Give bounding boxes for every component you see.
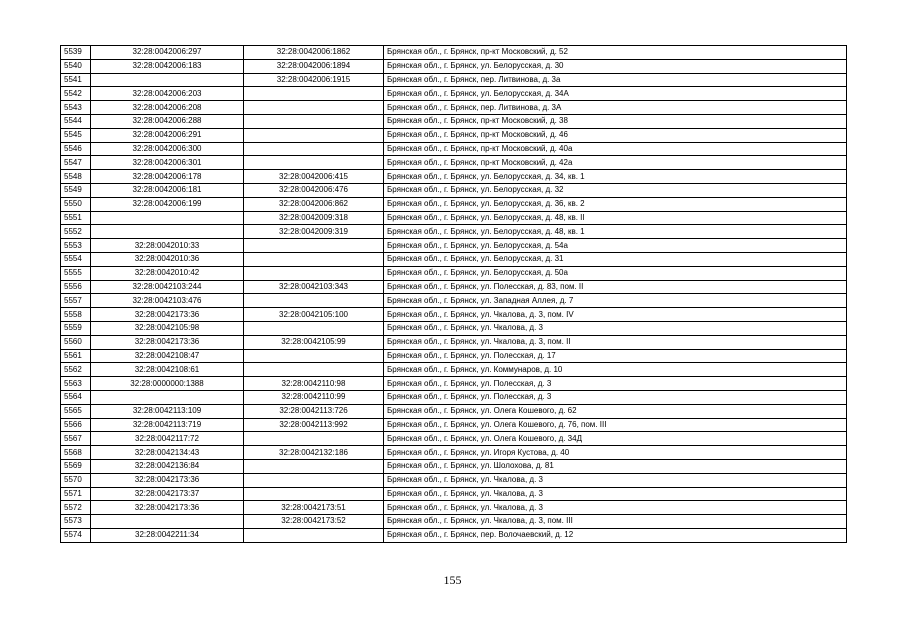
row-number-cell: 5543: [61, 101, 91, 115]
address-cell: Брянская обл., г. Брянск, пер. Литвинова, д. 3а: [384, 73, 847, 87]
related-cadastral-number-cell: 32:28:0042113:726: [244, 404, 384, 418]
table-row: [61, 487, 847, 501]
table-row: [61, 363, 847, 377]
related-cadastral-number-cell: 32:28:0042009:318: [244, 211, 384, 225]
table-row: [61, 225, 847, 239]
table-row: [61, 101, 847, 115]
table-row: [61, 390, 847, 404]
related-cadastral-number-cell: 32:28:0042113:992: [244, 418, 384, 432]
table-row: [61, 59, 847, 73]
address-cell: Брянская обл., г. Брянск, ул. Белорусская, д. 30: [384, 59, 847, 73]
row-number-cell: 5569: [61, 459, 91, 473]
row-number-cell: 5574: [61, 528, 91, 542]
cadastral-number-cell: 32:28:0042173:36: [91, 501, 244, 515]
table-row: [61, 252, 847, 266]
row-number-cell: 5549: [61, 183, 91, 197]
table-row: [61, 280, 847, 294]
table-row: [61, 266, 847, 280]
address-cell: Брянская обл., г. Брянск, ул. Игоря Кустова, д. 40: [384, 446, 847, 460]
related-cadastral-number-cell: 32:28:0042105:100: [244, 308, 384, 322]
row-number-cell: 5566: [61, 418, 91, 432]
address-cell: Брянская обл., г. Брянск, ул. Полесская, д. 17: [384, 349, 847, 363]
row-number-cell: 5558: [61, 308, 91, 322]
related-cadastral-number-cell: 32:28:0042110:99: [244, 390, 384, 404]
cadastral-number-cell: 32:28:0042006:288: [91, 114, 244, 128]
related-cadastral-number-cell: [244, 321, 384, 335]
related-cadastral-number-cell: 32:28:0042006:862: [244, 197, 384, 211]
row-number-cell: 5557: [61, 294, 91, 308]
cadastral-number-cell: 32:28:0042010:33: [91, 239, 244, 253]
cadastral-number-cell: 32:28:0042105:98: [91, 321, 244, 335]
related-cadastral-number-cell: [244, 294, 384, 308]
address-cell: Брянская обл., г. Брянск, ул. Олега Кошевого, д. 34Д: [384, 432, 847, 446]
cadastral-number-cell: [91, 390, 244, 404]
row-number-cell: 5542: [61, 87, 91, 101]
address-cell: Брянская обл., г. Брянск, ул. Белорусская, д. 50а: [384, 266, 847, 280]
address-cell: Брянская обл., г. Брянск, ул. Полесская, д. 3: [384, 390, 847, 404]
address-cell: Брянская обл., г. Брянск, ул. Олега Кошевого, д. 76, пом. III: [384, 418, 847, 432]
table-row: [61, 294, 847, 308]
table-row: [61, 377, 847, 391]
cadastral-number-cell: 32:28:0042108:47: [91, 349, 244, 363]
address-cell: Брянская обл., г. Брянск, ул. Белорусская, д. 31: [384, 252, 847, 266]
related-cadastral-number-cell: [244, 473, 384, 487]
address-cell: Брянская обл., г. Брянск, пер. Волочаевский, д. 12: [384, 528, 847, 542]
row-number-cell: 5568: [61, 446, 91, 460]
row-number-cell: 5544: [61, 114, 91, 128]
address-cell: Брянская обл., г. Брянск, ул. Чкалова, д. 3: [384, 501, 847, 515]
table-row: [61, 432, 847, 446]
address-cell: Брянская обл., г. Брянск, ул. Белорусская, д. 34, кв. 1: [384, 170, 847, 184]
row-number-cell: 5560: [61, 335, 91, 349]
cadastral-number-cell: 32:28:0042006:291: [91, 128, 244, 142]
table-row: [61, 446, 847, 460]
related-cadastral-number-cell: [244, 528, 384, 542]
cadastral-number-cell: [91, 225, 244, 239]
table-row: [61, 349, 847, 363]
related-cadastral-number-cell: 32:28:0042006:1894: [244, 59, 384, 73]
row-number-cell: 5556: [61, 280, 91, 294]
address-cell: Брянская обл., г. Брянск, пр-кт Московский, д. 52: [384, 46, 847, 60]
address-cell: Брянская обл., г. Брянск, ул. Белорусская, д. 54а: [384, 239, 847, 253]
table-row: [61, 197, 847, 211]
row-number-cell: 5539: [61, 46, 91, 60]
cadastral-number-cell: 32:28:0042134:43: [91, 446, 244, 460]
property-registry-table: [60, 45, 847, 543]
cadastral-number-cell: 32:28:0042211:34: [91, 528, 244, 542]
related-cadastral-number-cell: [244, 101, 384, 115]
table-row: [61, 128, 847, 142]
cadastral-number-cell: [91, 515, 244, 529]
address-cell: Брянская обл., г. Брянск, ул. Коммунаров, д. 10: [384, 363, 847, 377]
cadastral-number-cell: 32:28:0042006:181: [91, 183, 244, 197]
row-number-cell: 5545: [61, 128, 91, 142]
table-row: [61, 73, 847, 87]
related-cadastral-number-cell: 32:28:0042006:1862: [244, 46, 384, 60]
row-number-cell: 5552: [61, 225, 91, 239]
address-cell: Брянская обл., г. Брянск, ул. Чкалова, д. 3: [384, 321, 847, 335]
address-cell: Брянская обл., г. Брянск, пр-кт Московский, д. 42а: [384, 156, 847, 170]
related-cadastral-number-cell: [244, 252, 384, 266]
row-number-cell: 5551: [61, 211, 91, 225]
related-cadastral-number-cell: 32:28:0042110:98: [244, 377, 384, 391]
table-row: [61, 501, 847, 515]
related-cadastral-number-cell: [244, 114, 384, 128]
related-cadastral-number-cell: 32:28:0042173:52: [244, 515, 384, 529]
address-cell: Брянская обл., г. Брянск, пер. Литвинова, д. 3А: [384, 101, 847, 115]
address-cell: Брянская обл., г. Брянск, ул. Белорусская, д. 36, кв. 2: [384, 197, 847, 211]
row-number-cell: 5565: [61, 404, 91, 418]
related-cadastral-number-cell: 32:28:0042132:186: [244, 446, 384, 460]
table-row: [61, 239, 847, 253]
address-cell: Брянская обл., г. Брянск, ул. Шолохова, д. 81: [384, 459, 847, 473]
row-number-cell: 5570: [61, 473, 91, 487]
related-cadastral-number-cell: [244, 459, 384, 473]
row-number-cell: 5562: [61, 363, 91, 377]
related-cadastral-number-cell: [244, 487, 384, 501]
cadastral-number-cell: 32:28:0042006:301: [91, 156, 244, 170]
related-cadastral-number-cell: 32:28:0042103:343: [244, 280, 384, 294]
related-cadastral-number-cell: 32:28:0042006:1915: [244, 73, 384, 87]
registry-table-body: [61, 46, 847, 543]
address-cell: Брянская обл., г. Брянск, пр-кт Московский, д. 46: [384, 128, 847, 142]
address-cell: Брянская обл., г. Брянск, ул. Белорусская, д. 32: [384, 183, 847, 197]
related-cadastral-number-cell: [244, 156, 384, 170]
address-cell: Брянская обл., г. Брянск, ул. Чкалова, д. 3, пом. III: [384, 515, 847, 529]
related-cadastral-number-cell: 32:28:0042006:415: [244, 170, 384, 184]
address-cell: Брянская обл., г. Брянск, ул. Олега Кошевого, д. 62: [384, 404, 847, 418]
table-row: [61, 170, 847, 184]
address-cell: Брянская обл., г. Брянск, ул. Полесская, д. 3: [384, 377, 847, 391]
cadastral-number-cell: 32:28:0042173:36: [91, 308, 244, 322]
related-cadastral-number-cell: 32:28:0042173:51: [244, 501, 384, 515]
related-cadastral-number-cell: [244, 142, 384, 156]
cadastral-number-cell: 32:28:0042103:244: [91, 280, 244, 294]
cadastral-number-cell: 32:28:0000000:1388: [91, 377, 244, 391]
address-cell: Брянская обл., г. Брянск, ул. Белорусская, д. 34А: [384, 87, 847, 101]
row-number-cell: 5553: [61, 239, 91, 253]
related-cadastral-number-cell: [244, 87, 384, 101]
cadastral-number-cell: 32:28:0042108:61: [91, 363, 244, 377]
related-cadastral-number-cell: [244, 239, 384, 253]
table-row: [61, 528, 847, 542]
row-number-cell: 5555: [61, 266, 91, 280]
cadastral-number-cell: 32:28:0042010:36: [91, 252, 244, 266]
related-cadastral-number-cell: [244, 363, 384, 377]
cadastral-number-cell: [91, 211, 244, 225]
table-row: [61, 211, 847, 225]
table-row: [61, 473, 847, 487]
table-row: [61, 404, 847, 418]
related-cadastral-number-cell: [244, 349, 384, 363]
related-cadastral-number-cell: 32:28:0042105:99: [244, 335, 384, 349]
row-number-cell: 5559: [61, 321, 91, 335]
address-cell: Брянская обл., г. Брянск, ул. Полесская, д. 83, пом. II: [384, 280, 847, 294]
cadastral-number-cell: 32:28:0042006:203: [91, 87, 244, 101]
page-number: 155: [443, 573, 462, 587]
cadastral-number-cell: 32:28:0042117:72: [91, 432, 244, 446]
table-row: [61, 418, 847, 432]
row-number-cell: 5540: [61, 59, 91, 73]
row-number-cell: 5548: [61, 170, 91, 184]
related-cadastral-number-cell: 32:28:0042006:476: [244, 183, 384, 197]
table-row: [61, 183, 847, 197]
cadastral-number-cell: 32:28:0042136:84: [91, 459, 244, 473]
table-row: [61, 335, 847, 349]
cadastral-number-cell: 32:28:0042113:109: [91, 404, 244, 418]
cadastral-number-cell: 32:28:0042173:37: [91, 487, 244, 501]
table-row: [61, 308, 847, 322]
address-cell: Брянская обл., г. Брянск, ул. Чкалова, д. 3, пом. II: [384, 335, 847, 349]
address-cell: Брянская обл., г. Брянск, пр-кт Московский, д. 40а: [384, 142, 847, 156]
table-row: [61, 459, 847, 473]
cadastral-number-cell: 32:28:0042010:42: [91, 266, 244, 280]
table-row: [61, 321, 847, 335]
table-row: [61, 515, 847, 529]
address-cell: Брянская обл., г. Брянск, ул. Западная Аллея, д. 7: [384, 294, 847, 308]
row-number-cell: 5547: [61, 156, 91, 170]
cadastral-number-cell: 32:28:0042006:208: [91, 101, 244, 115]
address-cell: Брянская обл., г. Брянск, ул. Белорусская, д. 48, кв. 1: [384, 225, 847, 239]
row-number-cell: 5567: [61, 432, 91, 446]
address-cell: Брянская обл., г. Брянск, пр-кт Московский, д. 38: [384, 114, 847, 128]
row-number-cell: 5564: [61, 390, 91, 404]
row-number-cell: 5561: [61, 349, 91, 363]
cadastral-number-cell: 32:28:0042006:199: [91, 197, 244, 211]
related-cadastral-number-cell: [244, 266, 384, 280]
table-row: [61, 114, 847, 128]
cadastral-number-cell: 32:28:0042006:183: [91, 59, 244, 73]
cadastral-number-cell: 32:28:0042006:297: [91, 46, 244, 60]
row-number-cell: 5563: [61, 377, 91, 391]
address-cell: Брянская обл., г. Брянск, ул. Чкалова, д. 3: [384, 473, 847, 487]
table-row: [61, 46, 847, 60]
related-cadastral-number-cell: [244, 432, 384, 446]
table-row: [61, 156, 847, 170]
related-cadastral-number-cell: 32:28:0042009:319: [244, 225, 384, 239]
row-number-cell: 5550: [61, 197, 91, 211]
cadastral-number-cell: 32:28:0042006:178: [91, 170, 244, 184]
cadastral-number-cell: 32:28:0042006:300: [91, 142, 244, 156]
address-cell: Брянская обл., г. Брянск, ул. Белорусская, д. 48, кв. II: [384, 211, 847, 225]
cadastral-number-cell: 32:28:0042113:719: [91, 418, 244, 432]
cadastral-number-cell: 32:28:0042103:476: [91, 294, 244, 308]
row-number-cell: 5554: [61, 252, 91, 266]
row-number-cell: 5541: [61, 73, 91, 87]
address-cell: Брянская обл., г. Брянск, ул. Чкалова, д. 3: [384, 487, 847, 501]
row-number-cell: 5571: [61, 487, 91, 501]
cadastral-number-cell: [91, 73, 244, 87]
table-row: [61, 87, 847, 101]
related-cadastral-number-cell: [244, 128, 384, 142]
table-row: [61, 142, 847, 156]
address-cell: Брянская обл., г. Брянск, ул. Чкалова, д. 3, пом. IV: [384, 308, 847, 322]
row-number-cell: 5546: [61, 142, 91, 156]
cadastral-number-cell: 32:28:0042173:36: [91, 335, 244, 349]
row-number-cell: 5572: [61, 501, 91, 515]
cadastral-number-cell: 32:28:0042173:36: [91, 473, 244, 487]
row-number-cell: 5573: [61, 515, 91, 529]
